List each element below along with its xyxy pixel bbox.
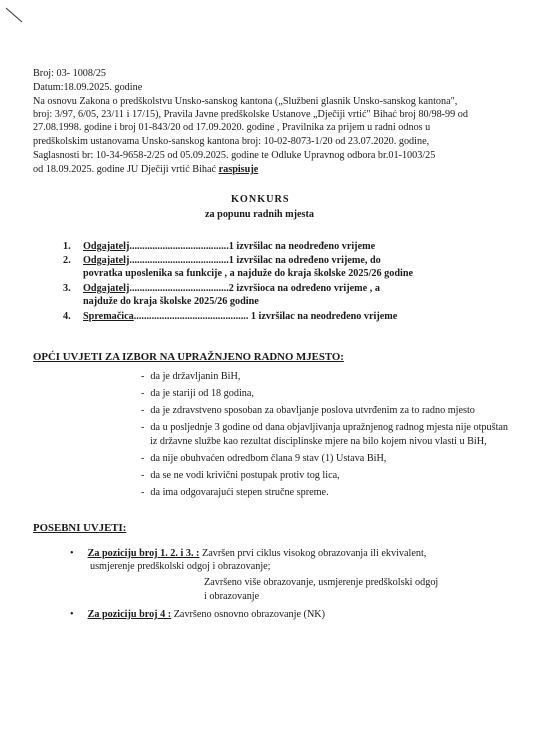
- special-item: • Za poziciju broj 1. 2. i 3. : Završen prvi ciklus visokog obrazovanja ili ekvivalent,: [70, 548, 427, 559]
- intro-line: Saglasnosti br: 10-34-9658-2/25 od 05.09.2025. godine te Odluke Upravnog odbora br.01-1003/25: [33, 150, 436, 161]
- special-item-alternative: i obrazovanje: [204, 591, 260, 602]
- list-item: - da nije obuhvaćen odredbom člana 9 stav (1) Ustava BiH,: [141, 453, 387, 464]
- general-conditions-heading: OPĆI UVJETI ZA IZBOR NA UPRAŽNJENO RADNO MJESTO:: [33, 351, 344, 363]
- intro-line: predškolskim ustanovama Unsko-sanskog kantona broj: 10-02-8073-1/20 od 23.07.2020. godine,: [33, 136, 430, 147]
- special-conditions-heading: POSEBNI UVJETI:: [33, 522, 127, 534]
- position-item: 4. Spremačica............................................. 1 izvršilac na neodređeno vrijeme: [63, 311, 398, 322]
- list-item: - da je zdravstveno sposoban za obavljanje poslova utvrđenim za to radno mjesto: [141, 405, 475, 416]
- list-item: - da u posljednje 3 godine od dana objavljivanja upražnjenog radnog mjesta nije otpuštan: [141, 422, 509, 433]
- intro-line-last: [33, 163, 258, 176]
- intro-text: od 18.09.2025. godine JU Dječiji vrtić Bihać: [33, 164, 219, 175]
- raspisuje-word: raspisuje: [218, 164, 259, 175]
- position-item-continuation: najduže do kraja školske 2025/26 godine: [83, 296, 259, 307]
- position-item: 2. Odgajatelj.......................................1 izvršilac na određeno vrijeme, do: [63, 255, 381, 266]
- list-item: - da je državljanin BiH,: [141, 371, 241, 382]
- position-item-continuation: povratka uposlenika sa funkcije , a najduže do kraja školske 2025/26 godine: [83, 268, 414, 279]
- intro-line: broj: 3/97, 6/05, 23/11 i 17/15), Pravila Javne predškolske Ustanove „Dječiji vrtić" Bihać broj 80/98-99 od: [33, 109, 468, 120]
- page-subtitle: za popunu radnih mjesta: [205, 209, 314, 220]
- special-item-alternative: Završeno više obrazovanje, usmjerenje predškolski odgoj: [204, 577, 439, 588]
- list-item: - da se ne vodi krivični postupak protiv tog lica,: [141, 470, 340, 481]
- intro-line: Na osnovu Zakona o predškolstvu Unsko-sanskog kantona („Službeni glasnik Unsko-sanskog kantona",: [33, 96, 458, 107]
- document-number: Broj: 03- 1008/25: [33, 68, 107, 79]
- intro-line: 27.08.1998. godine i broj 01-843/20 od 17.09.2020. godine , Pravilnika za prijem u radni odnos u: [33, 122, 431, 133]
- special-item: • Za poziciju broj 4 : Završeno osnovno obrazovanje (NK): [70, 609, 326, 620]
- position-item: 3. Odgajatelj.......................................2 izvršioca na određeno vrijeme , a: [63, 283, 380, 294]
- corner-mark-icon: [4, 6, 24, 26]
- special-item-continuation: usmjerenje predškolski odgoj i obrazovanje;: [90, 561, 271, 572]
- document-date: Datum:18.09.2025. godine: [33, 82, 143, 93]
- list-item-continuation: iz državne službe kao rezultat disciplinske mjere na bilo kojem nivou vlasti u BiH,: [150, 436, 487, 447]
- list-item: - da ima odgovarajući stepen stručne spreme.: [141, 487, 329, 498]
- page-title: KONKURS: [231, 194, 290, 205]
- list-item: - da je stariji od 18 godina,: [141, 388, 254, 399]
- position-item: 1. Odgajatelj.......................................1 izvršilac na neodređeno vrijeme: [63, 241, 376, 252]
